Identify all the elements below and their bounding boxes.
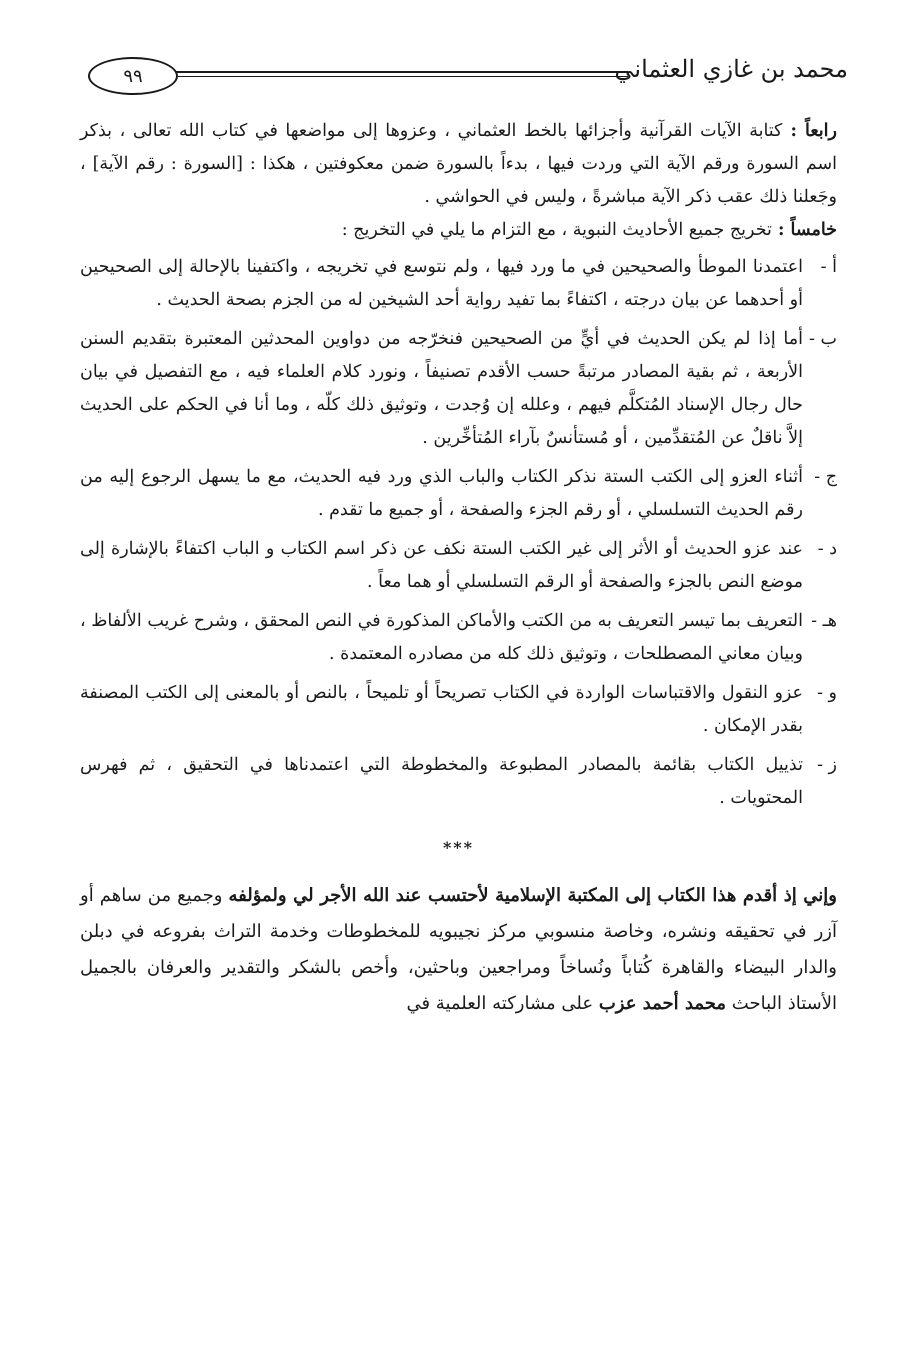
list-item bbox=[80, 461, 837, 527]
list-item bbox=[80, 677, 837, 743]
paragraph-item-4 bbox=[80, 115, 837, 214]
running-title: محمد بن غازي العثماني bbox=[614, 55, 848, 83]
page-number: ٩٩ bbox=[88, 57, 178, 95]
list-item bbox=[80, 251, 837, 317]
closing-tail: على مشاركته العلمية في bbox=[406, 993, 599, 1014]
list-item-text: أثناء العزو إلى الكتب الستة نذكر الكتاب والباب الذي ورد فيه الحديث، مع ما يسهل الرجوع إليه من رقم الحديث التسلسلي ، أو رقم الجزء والصفحة ، أو جميع ما تقدم . bbox=[80, 467, 803, 520]
list-item-marker: ز - bbox=[817, 755, 837, 775]
paragraph-item-5 bbox=[80, 214, 837, 247]
page-header bbox=[88, 55, 848, 99]
list-item-text: عزو النقول والاقتباسات الواردة في الكتاب تصريحاً أو تلميحاً ، بالنص أو بالمعنى إلى الكتب المصنفة بقدر الإمكان . bbox=[80, 683, 803, 736]
list-item-marker: ج - bbox=[814, 467, 837, 487]
list-item bbox=[80, 323, 837, 455]
section-separator: *** bbox=[442, 838, 475, 857]
item-4-text: كتابة الآيات القرآنية وأجزائها بالخط العثماني ، وعزوها إلى مواضعها في كتاب الله تعالى ، بذكر اسم السورة ورقم الآية التي وردت فيها ، بدءاً بالسورة ضمن معكوفتين ، هكذا : [السورة : رقم الآية] ، وجَعلنا ذلك عقب ذكر الآية مباشرةً ، وليس في الحواشي . bbox=[80, 121, 837, 207]
list-item bbox=[80, 605, 837, 671]
list-item-text: أما إذا لم يكن الحديث في أيٍّ من الصحيحين فنخرّجه من دواوين المحدثين المعتبرة بتقديم السنن الأربعة ، ثم بقية المصادر مرتبةً حسب الأقدم تصنيفاً ، ونورد كلام العلماء فيه ، مع التفصيل في بيان حال رجال الإسناد المُتكلَّم فيهم ، وعلله إن وُجدت ، وتوثيق ذلك كلّه ، وما أنا في الحكم على الحديث إلاَّ ناقلٌ عن المُتقدِّمين ، أو مُستأنسٌ بآراء المُتأخِّرين . bbox=[80, 329, 803, 448]
item-5-lead: خامساً : bbox=[771, 220, 837, 240]
list-item-marker: و - bbox=[817, 683, 837, 703]
header-divider bbox=[176, 71, 628, 77]
item-4-lead: رابعاً : bbox=[782, 121, 837, 141]
list-item-text: عند عزو الحديث أو الأثر إلى غير الكتب الستة نكف عن ذكر اسم الكتاب و الباب اكتفاءً بالإشارة إلى موضع النص بالجزء والصفحة أو الرقم التسلسلي أو هما معاً . bbox=[80, 539, 803, 592]
list-item-marker: ب - bbox=[809, 329, 837, 349]
page-body bbox=[80, 115, 837, 1022]
list-item-marker: د - bbox=[817, 539, 837, 559]
closing-bold-text: وإني إذ أقدم هذا الكتاب إلى المكتبة الإسلامية لأحتسب عند الله الأجر لي ولمؤلفه bbox=[228, 885, 837, 906]
list-item-text: تذييل الكتاب بقائمة بالمصادر المطبوعة والمخطوطة التي اعتمدناها في التحقيق ، ثم فهرس المحتويات . bbox=[80, 755, 803, 808]
list-item-text: اعتمدنا الموطأ والصحيحين في ما ورد فيها ، ولم نتوسع في تخريجه ، واكتفينا بالإحالة إلى الصحيحين أو أحدهما عن بيان درجته ، اكتفاءً بما تفيد رواية أحد الشيخين له من الجزم بصحة الحديث . bbox=[80, 257, 803, 310]
closing-text: وجميع من ساهم أو آزر في تحقيقه ونشره، وخاصة منسوبي مركز نجيبويه للمخطوطات وخدمة التراث بفروعه في دبلن والدار البيضاء والقاهرة كُتاباً ونُساخاً ومراجعين وباحثين، وأخص بالشكر والتقدير والعرفان بالجميل الأستاذ الباحث bbox=[80, 885, 837, 1014]
closing-name: محمد أحمد عزب bbox=[598, 993, 727, 1014]
list-item-marker: هـ - bbox=[811, 611, 837, 631]
list-item-text: التعريف بما تيسر التعريف به من الكتب والأماكن المذكورة في النص المحقق ، وشرح غريب الألفاظ ، وبيان معاني المصطلحات ، وتوثيق ذلك كله من مصادره المعتمدة . bbox=[80, 611, 803, 664]
list-item bbox=[80, 749, 837, 815]
list-item-marker: أ - bbox=[820, 257, 837, 277]
closing-paragraph bbox=[80, 878, 837, 1022]
list-item bbox=[80, 533, 837, 599]
item-5-text: تخريج جميع الأحاديث النبوية ، مع التزام ما يلي في التخريج : bbox=[341, 220, 772, 240]
